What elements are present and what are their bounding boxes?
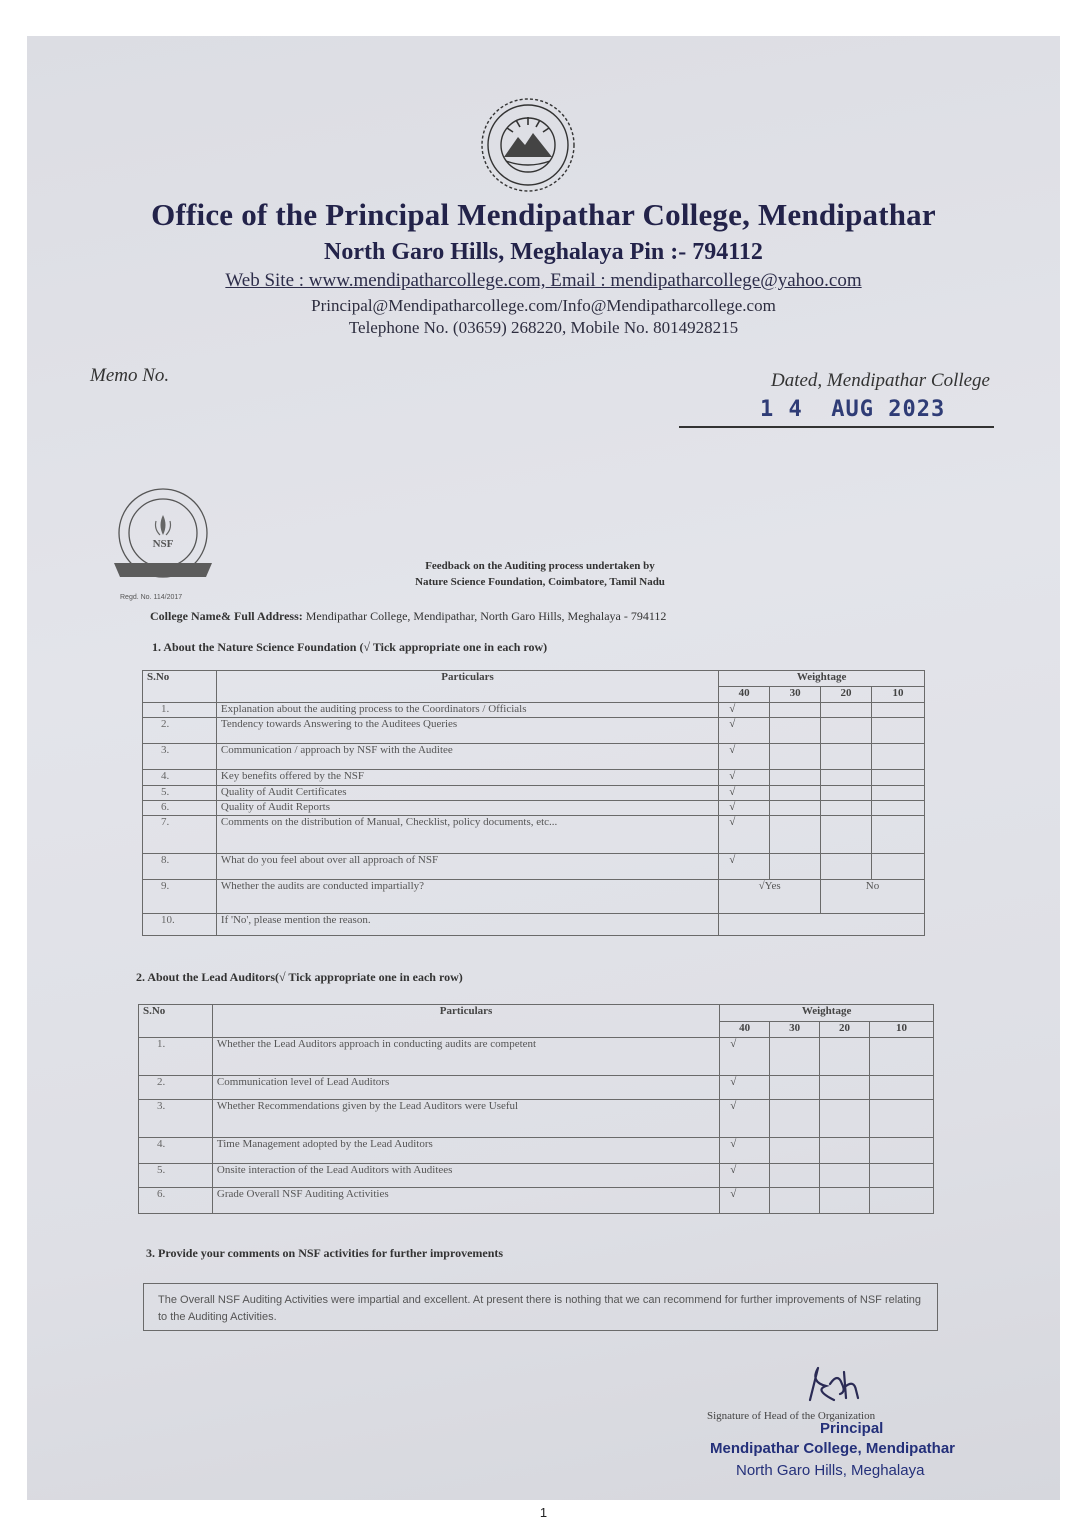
row-particular: Quality of Audit Certificates (216, 786, 718, 801)
weight-10: 10 (872, 687, 925, 703)
row-number: 10. (143, 914, 217, 936)
table-row (143, 770, 925, 786)
tick-mark: √ (720, 1100, 770, 1138)
row-number: 4. (139, 1138, 213, 1164)
tick-mark: √ (719, 744, 770, 770)
weight-40: 40 (719, 687, 770, 703)
tick-mark: √ (720, 1188, 770, 1214)
comments-box: The Overall NSF Auditing Activities were impartial and excellent. At present there is nothing that we can recommend for further improvements of NSF relating to the Auditing Activities. (143, 1283, 938, 1331)
website-email-line: Web Site : www.mendipatharcollege.com, Email : mendipatharcollege@yahoo.com (225, 270, 862, 291)
tick-mark: √ (719, 816, 770, 854)
lead-auditors-table (138, 1004, 934, 1214)
yes-option: √Yes (719, 880, 821, 914)
row-number: 2. (139, 1076, 213, 1100)
row-particular: Comments on the distribution of Manual, Checklist, policy documents, etc... (216, 816, 718, 854)
feedback-line-2: Nature Science Foundation, Coimbatore, Tamil Nadu (415, 576, 665, 588)
table-row (143, 914, 925, 936)
tick-mark: √ (719, 703, 770, 718)
col-sno: S.No (139, 1005, 213, 1038)
weight-20: 20 (821, 687, 872, 703)
row-number: 1. (139, 1038, 213, 1076)
memo-label: Memo No. (90, 365, 170, 386)
section3-heading: 3. Provide your comments on NSF activities for further improvements (146, 1246, 504, 1260)
regd-number: Regd. No. 114/2017 (120, 594, 183, 601)
table-row (143, 744, 925, 770)
tick-mark: √ (719, 718, 770, 744)
col-sno: S.No (143, 671, 217, 703)
weight-30: 30 (770, 1022, 820, 1038)
row-number: 7. (143, 816, 217, 854)
stamp-title: Principal (820, 1420, 884, 1437)
college-address-label: College Name& Full Address: (150, 609, 303, 623)
college-seal-logo (478, 95, 578, 195)
table-row (143, 703, 925, 718)
tick-mark: √ (720, 1164, 770, 1188)
row-number: 2. (143, 718, 217, 744)
weight-20: 20 (820, 1022, 870, 1038)
tick-mark: √ (719, 801, 770, 816)
weight-40: 40 (720, 1022, 770, 1038)
telephone-line: Telephone No. (03659) 268220, Mobile No. 8014928215 (348, 318, 739, 337)
office-heading: Office of the Principal Mendipathar College, Mendipathar (151, 197, 936, 232)
stamp-line-2: North Garo Hills, Meghalaya (736, 1462, 925, 1479)
row-particular: Tendency towards Answering to the Auditees Queries (216, 718, 718, 744)
college-address-value: Mendipathar College, Mendipathar, North Garo Hills, Meghalaya - 794112 (305, 609, 667, 623)
feedback-title (330, 558, 750, 590)
no-option: No (821, 880, 925, 914)
table-row (143, 786, 925, 801)
col-particulars: Particulars (216, 671, 718, 703)
row-number: 9. (143, 880, 217, 914)
row-number: 4. (143, 770, 217, 786)
address-heading: North Garo Hills, Meghalaya Pin :- 794112 (324, 239, 763, 265)
row-particular: Key benefits offered by the NSF (216, 770, 718, 786)
signature-label: Signature of Head of the Organization (707, 1410, 876, 1422)
principal-email-line: Principal@Mendipatharcollege.com/Info@Mendipatharcollege.com (311, 296, 776, 315)
date-underline (679, 426, 994, 428)
feedback-line-1: Feedback on the Auditing process undertaken by (425, 560, 655, 572)
section2-heading: 2. About the Lead Auditors(√ Tick appropriate one in each row) (136, 970, 463, 984)
row-particular: Explanation about the auditing process to the Coordinators / Officials (216, 703, 718, 718)
row-number: 5. (143, 786, 217, 801)
svg-text:NSF: NSF (152, 538, 174, 550)
row-particular: Grade Overall NSF Auditing Activities (212, 1188, 719, 1214)
row-particular: Quality of Audit Reports (216, 801, 718, 816)
row-particular: If 'No', please mention the reason. (216, 914, 718, 936)
row-particular: What do you feel about over all approach of NSF (216, 854, 718, 880)
table-row (143, 854, 925, 880)
row-particular: Whether Recommendations given by the Lead Auditors were Useful (212, 1100, 719, 1138)
table-row (143, 801, 925, 816)
row-number: 6. (143, 801, 217, 816)
row-particular: Onsite interaction of the Lead Auditors with Auditees (212, 1164, 719, 1188)
col-weightage: Weightage (720, 1005, 934, 1022)
row-particular: Communication level of Lead Auditors (212, 1076, 719, 1100)
table-row (143, 718, 925, 744)
col-particulars: Particulars (212, 1005, 719, 1038)
tick-mark: √ (719, 854, 770, 880)
tick-mark: √ (719, 786, 770, 801)
page-number: 1 (539, 1505, 548, 1520)
table-row (139, 1038, 934, 1076)
weight-10: 10 (870, 1022, 934, 1038)
table-row (139, 1164, 934, 1188)
stamp-line-1: Mendipathar College, Mendipathar (710, 1440, 956, 1457)
nsf-feedback-table (142, 670, 925, 936)
tick-mark: √ (720, 1038, 770, 1076)
row-number: 6. (139, 1188, 213, 1214)
handwritten-signature (800, 1360, 870, 1405)
row-number: 3. (143, 744, 217, 770)
table-row (143, 880, 925, 914)
table-row (139, 1076, 934, 1100)
row-number: 5. (139, 1164, 213, 1188)
table-row (143, 816, 925, 854)
row-number: 8. (143, 854, 217, 880)
section1-heading: 1. About the Nature Science Foundation (√ Tick appropriate one in each row) (152, 640, 548, 654)
date-stamp: 1 4 AUG 2023 (760, 397, 946, 422)
row-particular: Whether the audits are conducted impartially? (216, 880, 718, 914)
row-particular: Whether the Lead Auditors approach in conducting audits are competent (212, 1038, 719, 1076)
table-row (139, 1188, 934, 1214)
row-number: 3. (139, 1100, 213, 1138)
row-particular: Communication / approach by NSF with the Auditee (216, 744, 718, 770)
col-weightage: Weightage (719, 671, 925, 687)
nsf-logo (108, 485, 218, 591)
row-number: 1. (143, 703, 217, 718)
tick-mark: √ (719, 770, 770, 786)
college-address-line (150, 609, 666, 624)
tick-mark: √ (720, 1076, 770, 1100)
table-row (139, 1100, 934, 1138)
table-row (139, 1138, 934, 1164)
dated-label: Dated, Mendipathar College (771, 370, 990, 391)
tick-mark: √ (720, 1138, 770, 1164)
weight-30: 30 (770, 687, 821, 703)
row-particular: Time Management adopted by the Lead Auditors (212, 1138, 719, 1164)
